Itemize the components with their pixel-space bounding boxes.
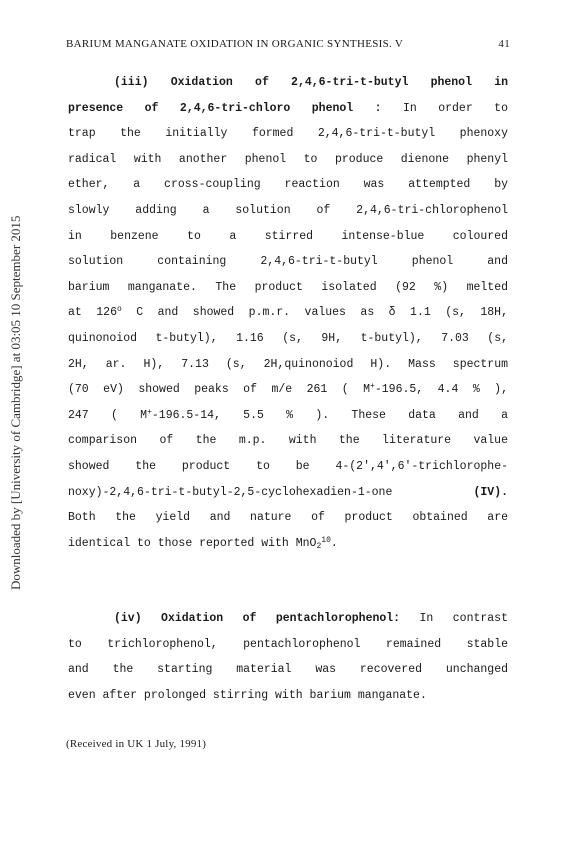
text-line xyxy=(68,531,508,557)
text-line xyxy=(68,300,508,326)
compound-label: (IV). xyxy=(473,485,508,499)
text-span: In contrast xyxy=(400,612,508,625)
degree-mark: o xyxy=(116,305,122,315)
text-line: and the starting material was recovered unchanged xyxy=(68,663,508,677)
text-span: (70 eV) showed peaks of m/e 261 ( M xyxy=(68,383,371,397)
text-span: In order to xyxy=(381,101,508,115)
text-line: comparison of the m.p. with the literature value xyxy=(68,434,508,448)
text-line xyxy=(68,403,508,429)
text-line: 2H, ar. H), 7.13 (s, 2H,quinonoiod H). Mass spectrum xyxy=(68,357,508,371)
running-header xyxy=(66,38,510,50)
text-line xyxy=(68,96,508,122)
text-line: Both the yield and nature of product obtained are xyxy=(68,511,508,525)
text-line xyxy=(68,480,508,506)
download-watermark xyxy=(8,215,24,606)
download-notice: Downloaded by [University of Cambridge] at 03:05 10 September 2015 xyxy=(8,215,23,590)
superscript: + xyxy=(370,382,375,392)
text-span: -196.5-14, 5.5 % ). These data and a xyxy=(151,408,508,422)
text-span: . xyxy=(330,536,338,550)
heading-text: presence of 2,4,6-tri-chloro phenol : xyxy=(68,101,382,115)
text-span: noxy)-2,4,6-tri-t-butyl-2,5-cyclohexadien-1-one xyxy=(68,485,474,499)
text-span: at 126 xyxy=(68,306,117,320)
text-line: slowly adding a solution of 2,4,6-tri-chlorophenol xyxy=(68,203,508,217)
section-iv xyxy=(68,606,508,708)
reference-number: 10 xyxy=(321,535,331,545)
section-iii xyxy=(68,70,508,556)
received-date: (Received in UK 1 July, 1991) xyxy=(66,738,207,750)
section-iv-heading xyxy=(68,606,508,632)
text-line: even after prolonged stirring with barium manganate. xyxy=(68,688,427,702)
text-line: in benzene to a stirred intense-blue coloured xyxy=(68,229,508,243)
text-span: C and showed p.m.r. values as δ 1.1 (s, 18H, xyxy=(121,306,508,320)
heading-text: (iii) Oxidation of 2,4,6-tri-t-butyl phenol in xyxy=(114,76,508,89)
heading-text: (iv) Oxidation of pentachlorophenol: xyxy=(114,612,401,625)
text-line: ether, a cross-coupling reaction was attempted by xyxy=(68,178,508,192)
page-number: 41 xyxy=(498,38,510,50)
text-span: -196.5, 4.4 % ), xyxy=(374,383,508,397)
text-span: 247 ( M xyxy=(68,408,148,422)
superscript: + xyxy=(147,407,152,417)
text-line: quinonoiod t-butyl), 1.16 (s, 9H, t-butyl), 7.03 (s, xyxy=(68,331,508,345)
text-line: solution containing 2,4,6-tri-t-butyl phenol and xyxy=(68,255,508,269)
text-line xyxy=(68,377,508,403)
text-line: barium manganate. The product isolated (92 %) melted xyxy=(68,280,508,294)
subscript: 2 xyxy=(316,541,322,551)
running-title: BARIUM MANGANATE OXIDATION IN ORGANIC SYNTHESIS. V xyxy=(66,38,404,50)
text-line: to trichlorophenol, pentachlorophenol remained stable xyxy=(68,637,508,651)
text-line: radical with another phenol to produce dienone phenyl xyxy=(68,152,508,166)
text-line: trap the initially formed 2,4,6-tri-t-butyl phenoxy xyxy=(68,127,508,141)
text-line: showed the product to be 4-(2',4',6'-trichlorophe- xyxy=(68,459,508,473)
section-iii-heading xyxy=(68,70,508,96)
text-span: identical to those reported with MnO xyxy=(68,536,317,550)
